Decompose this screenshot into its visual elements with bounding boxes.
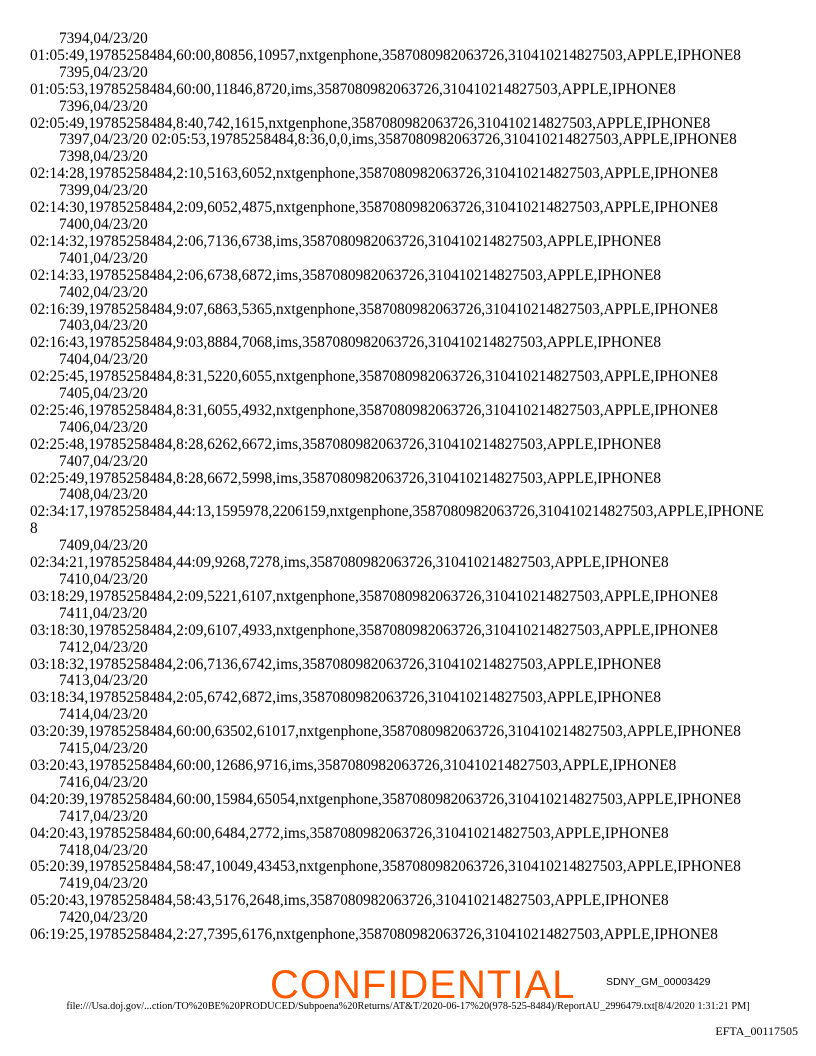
record-line: 7397,04/23/20 02:05:53,19785258484,8:36,0,0,ims,3587080982063726,310410214827503,APPLE,IPHONE8 — [59, 131, 737, 149]
record-line: 03:18:29,19785258484,2:09,5221,6107,nxtgenphone,3587080982063726,310410214827503,APPLE,IPHONE8 — [30, 587, 718, 605]
record-line: 02:25:48,19785258484,8:28,6262,6672,ims,3587080982063726,310410214827503,APPLE,IPHONE8 — [30, 435, 662, 453]
record-line: 03:20:39,19785258484,60:00,63502,61017,nxtgenphone,3587080982063726,310410214827503,APPLE,IPHONE8 — [30, 723, 741, 741]
footer-file-path: file:///Usa.doj.gov/...ction/TO%20BE%20PRODUCED/Subpoena%20Returns/AT&T/2020-06-17%20(978-525-8484)/ReportAU_2996479.txt[8/4/2020 1:31:21 PM] — [66, 1001, 750, 1012]
record-line: 8 — [30, 520, 38, 538]
record-line: 7405,04/23/20 — [59, 385, 148, 403]
record-line: 7410,04/23/20 — [59, 571, 148, 588]
record-line: 7402,04/23/20 — [59, 283, 148, 301]
record-line: 02:14:28,19785258484,2:10,5163,6052,nxtgenphone,3587080982063726,310410214827503,APPLE,IPHONE8 — [30, 165, 718, 183]
record-line: 7415,04/23/20 — [59, 740, 148, 758]
record-line: 7406,04/23/20 — [59, 418, 148, 436]
record-line: 7418,04/23/20 — [59, 841, 148, 859]
record-line: 01:05:53,19785258484,60:00,11846,8720,ims,3587080982063726,310410214827503,APPLE,IPHONE8 — [30, 80, 676, 98]
record-line: 03:18:32,19785258484,2:06,7136,6742,ims,3587080982063726,310410214827503,APPLE,IPHONE8 — [30, 655, 662, 673]
record-line: 05:20:43,19785258484,58:43,5176,2648,ims,3587080982063726,310410214827503,APPLE,IPHONE8 — [30, 892, 669, 910]
record-line: 01:05:49,19785258484,60:00,80856,10957,nxtgenphone,3587080982063726,310410214827503,APPLE,IPHONE8 — [30, 46, 741, 64]
bates-stamp: SDNY_GM_00003429 — [606, 976, 711, 988]
record-line: 7420,04/23/20 — [59, 909, 148, 927]
record-line: 7400,04/23/20 — [59, 215, 148, 233]
record-line: 02:14:33,19785258484,2:06,6738,6872,ims,3587080982063726,310410214827503,APPLE,IPHONE8 — [30, 266, 662, 284]
record-line: 7409,04/23/20 — [59, 537, 148, 555]
record-line: 02:16:43,19785258484,9:03,8884,7068,ims,3587080982063726,310410214827503,APPLE,IPHONE8 — [30, 334, 662, 352]
record-line: 7411,04/23/20 — [59, 604, 148, 622]
record-line: 04:20:39,19785258484,60:00,15984,65054,nxtgenphone,3587080982063726,310410214827503,APPLE,IPHONE8 — [30, 790, 741, 808]
record-line: 7413,04/23/20 — [59, 672, 148, 690]
record-line: 7404,04/23/20 — [59, 351, 148, 369]
record-line: 7394,04/23/20 — [59, 30, 148, 47]
record-line: 05:20:39,19785258484,58:47,10049,43453,nxtgenphone,3587080982063726,310410214827503,APPLE,IPHONE8 — [30, 858, 741, 876]
record-line: 7395,04/23/20 — [59, 63, 148, 81]
record-line: 03:20:43,19785258484,60:00,12686,9716,ims,3587080982063726,310410214827503,APPLE,IPHONE8 — [30, 756, 677, 774]
record-line: 7396,04/23/20 — [59, 97, 148, 115]
record-line: 7401,04/23/20 — [59, 249, 148, 267]
record-line: 7403,04/23/20 — [59, 317, 148, 335]
record-line: 02:05:49,19785258484,8:40,742,1615,nxtgenphone,3587080982063726,310410214827503,APPLE,IPHONE8 — [30, 114, 711, 132]
confidential-watermark: CONFIDENTIAL — [270, 963, 576, 1007]
record-line: 02:14:30,19785258484,2:09,6052,4875,nxtgenphone,3587080982063726,310410214827503,APPLE,IPHONE8 — [30, 199, 718, 217]
record-line: 7414,04/23/20 — [59, 706, 148, 724]
document-body — [30, 31, 800, 944]
record-line: 03:18:30,19785258484,2:09,6107,4933,nxtgenphone,3587080982063726,310410214827503,APPLE,IPHONE8 — [30, 621, 718, 639]
record-line: 02:16:39,19785258484,9:07,6863,5365,nxtgenphone,3587080982063726,310410214827503,APPLE,IPHONE8 — [30, 300, 718, 318]
record-line: 02:14:32,19785258484,2:06,7136,6738,ims,3587080982063726,310410214827503,APPLE,IPHONE8 — [30, 232, 662, 250]
record-line: 7407,04/23/20 — [59, 452, 148, 470]
record-line: 7416,04/23/20 — [59, 773, 148, 791]
record-line: 7412,04/23/20 — [59, 638, 148, 656]
efta-identifier: EFTA_00117505 — [715, 1024, 798, 1038]
record-line: 7399,04/23/20 — [59, 182, 148, 200]
record-line: 02:25:45,19785258484,8:31,5220,6055,nxtgenphone,3587080982063726,310410214827503,APPLE,IPHONE8 — [30, 368, 718, 386]
record-line: 02:34:21,19785258484,44:09,9268,7278,ims,3587080982063726,310410214827503,APPLE,IPHONE8 — [30, 554, 669, 572]
record-line: 02:34:17,19785258484,44:13,1595978,2206159,nxtgenphone,3587080982063726,310410214827503,APPLE,IPHONE — [30, 503, 764, 521]
record-line: 7419,04/23/20 — [59, 875, 148, 893]
record-line: 04:20:43,19785258484,60:00,6484,2772,ims,3587080982063726,310410214827503,APPLE,IPHONE8 — [30, 824, 669, 842]
record-line: 02:25:46,19785258484,8:31,6055,4932,nxtgenphone,3587080982063726,310410214827503,APPLE,IPHONE8 — [30, 401, 718, 419]
record-line: 7417,04/23/20 — [59, 807, 148, 825]
record-line: 7398,04/23/20 — [59, 148, 148, 166]
record-line: 03:18:34,19785258484,2:05,6742,6872,ims,3587080982063726,310410214827503,APPLE,IPHONE8 — [30, 689, 662, 707]
record-line: 7408,04/23/20 — [59, 486, 148, 504]
record-line: 06:19:25,19785258484,2:27,7395,6176,nxtgenphone,3587080982063726,310410214827503,APPLE,IPHONE8 — [30, 926, 718, 944]
record-line: 02:25:49,19785258484,8:28,6672,5998,ims,3587080982063726,310410214827503,APPLE,IPHONE8 — [30, 469, 662, 487]
